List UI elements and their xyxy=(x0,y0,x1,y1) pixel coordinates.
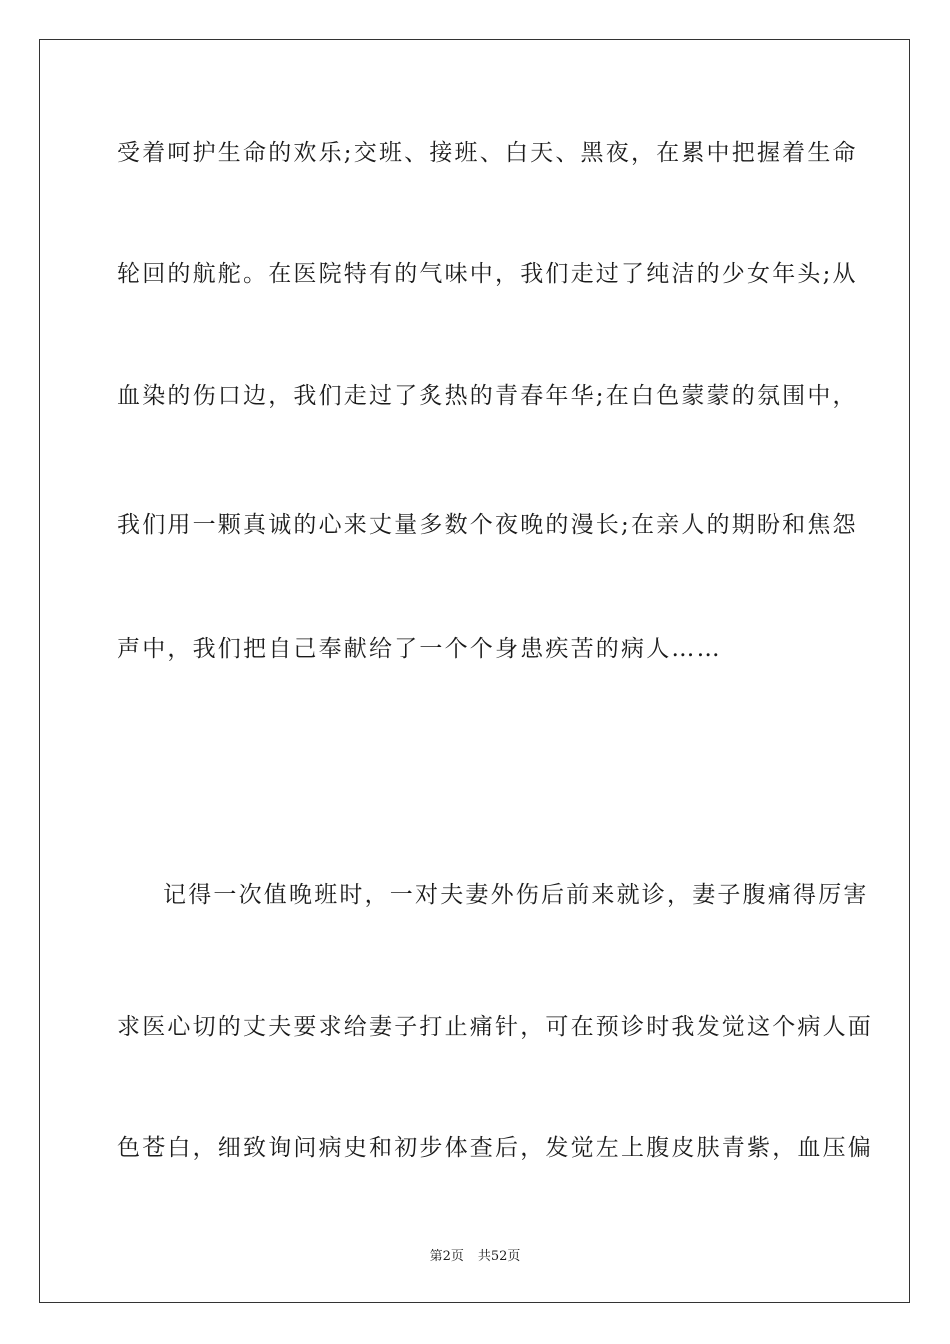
text-line: 记得一次值晚班时，一对夫妻外伤后前来就诊，妻子腹痛得厉害 xyxy=(163,882,869,908)
text-line: 血染的伤口边，我们走过了炙热的青春年华;在白色蒙蒙的氛围中， xyxy=(117,383,858,409)
page-number: 第2页 xyxy=(429,1249,464,1264)
text-line: 声中，我们把自己奉献给了一个个身患疾苦的病人…… xyxy=(117,636,722,662)
text-line: 求医心切的丈夫要求给妻子打止痛针，可在预诊时我发觉这个病人面 xyxy=(117,1014,873,1040)
text-line: 轮回的航舵。在医院特有的气味中，我们走过了纯洁的少女年头;从 xyxy=(117,261,858,287)
page-count: 共52页 xyxy=(477,1249,521,1264)
page-border xyxy=(39,39,910,1303)
text-line: 受着呵护生命的欢乐;交班、接班、白天、黑夜，在累中把握着生命 xyxy=(117,140,858,166)
text-line: 色苍白，细致询问病史和初步体查后，发觉左上腹皮肤青紫，血压偏 xyxy=(117,1135,873,1161)
text-line: 我们用一颗真诚的心来丈量多数个夜晚的漫长;在亲人的期盼和焦怨 xyxy=(117,512,858,538)
page-footer xyxy=(0,1245,950,1264)
